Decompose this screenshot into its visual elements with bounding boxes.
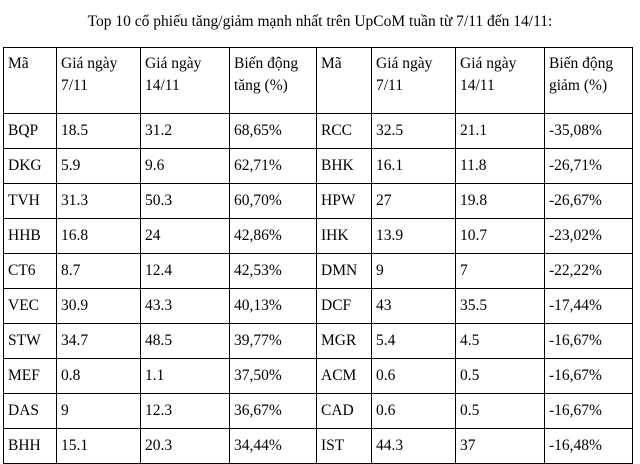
loss-price-end-cell: 7 xyxy=(456,254,545,289)
gain-code-cell: BQP xyxy=(4,114,57,149)
gain-change-cell: 39,77% xyxy=(230,324,317,359)
gain-price-end-cell: 31.2 xyxy=(141,114,230,149)
loss-price-end-cell: 11.8 xyxy=(456,149,545,184)
gain-code-cell: HHB xyxy=(4,219,57,254)
gain-price-end-cell: 48.5 xyxy=(141,324,230,359)
loss-price-end-cell: 21.1 xyxy=(456,114,545,149)
gain-change-cell: 42,86% xyxy=(230,219,317,254)
loss-change-cell: -16,67% xyxy=(545,359,633,394)
loss-code-cell: IHK xyxy=(317,219,372,254)
gain-price-start-cell: 18.5 xyxy=(57,114,141,149)
gain-change-cell: 68,65% xyxy=(230,114,317,149)
gain-change-cell: 36,67% xyxy=(230,394,317,429)
loss-code-cell: CAD xyxy=(317,394,372,429)
gain-price-start-cell: 31.3 xyxy=(57,184,141,219)
gain-price-end-cell: 1.1 xyxy=(141,359,230,394)
table-header-row xyxy=(4,48,633,114)
loss-price-start-cell: 43 xyxy=(372,289,456,324)
loss-price-start-cell: 16.1 xyxy=(372,149,456,184)
gain-price-end-cell: 9.6 xyxy=(141,149,230,184)
loss-change-cell: -26,71% xyxy=(545,149,633,184)
loss-price-start-cell: 9 xyxy=(372,254,456,289)
gain-code-cell: VEC xyxy=(4,289,57,324)
loss-change-cell: -35,08% xyxy=(545,114,633,149)
gain-change-cell: 40,13% xyxy=(230,289,317,324)
loss-code-cell: BHK xyxy=(317,149,372,184)
loss-change-cell: -23,02% xyxy=(545,219,633,254)
table-row xyxy=(4,219,633,254)
table-row xyxy=(4,254,633,289)
gain-price-start-cell: 15.1 xyxy=(57,429,141,464)
loss-price-end-cell: 0.5 xyxy=(456,359,545,394)
gain-change-cell: 42,53% xyxy=(230,254,317,289)
loss-code-cell: DMN xyxy=(317,254,372,289)
gain-price-start-cell: 34.7 xyxy=(57,324,141,359)
gain-code-cell: STW xyxy=(4,324,57,359)
loss-change-cell: -26,67% xyxy=(545,184,633,219)
loss-code-cell: RCC xyxy=(317,114,372,149)
gain-price-end-cell: 12.3 xyxy=(141,394,230,429)
table-row xyxy=(4,149,633,184)
gain-change-cell: 60,70% xyxy=(230,184,317,219)
table-row xyxy=(4,114,633,149)
table-row xyxy=(4,394,633,429)
header-gain-change: Biến động tăng (%) xyxy=(230,48,317,114)
gain-change-cell: 37,50% xyxy=(230,359,317,394)
gain-price-start-cell: 16.8 xyxy=(57,219,141,254)
loss-price-start-cell: 0.6 xyxy=(372,394,456,429)
gain-price-start-cell: 8.7 xyxy=(57,254,141,289)
header-loss-change: Biến động giảm (%) xyxy=(545,48,633,114)
gain-code-cell: TVH xyxy=(4,184,57,219)
table-row xyxy=(4,359,633,394)
gain-code-cell: MEF xyxy=(4,359,57,394)
loss-price-start-cell: 32.5 xyxy=(372,114,456,149)
header-gain-price-start: Giá ngày 7/11 xyxy=(57,48,141,114)
header-gain-price-end: Giá ngày 14/11 xyxy=(141,48,230,114)
table-row xyxy=(4,429,633,464)
gain-price-end-cell: 20.3 xyxy=(141,429,230,464)
loss-code-cell: MGR xyxy=(317,324,372,359)
stock-movers-table xyxy=(3,47,633,464)
loss-price-start-cell: 0.6 xyxy=(372,359,456,394)
header-loss-price-start: Giá ngày 7/11 xyxy=(372,48,456,114)
gain-price-end-cell: 50.3 xyxy=(141,184,230,219)
header-gain-code: Mã xyxy=(4,48,57,114)
loss-code-cell: HPW xyxy=(317,184,372,219)
gain-price-end-cell: 43.3 xyxy=(141,289,230,324)
loss-change-cell: -16,67% xyxy=(545,324,633,359)
gain-change-cell: 34,44% xyxy=(230,429,317,464)
gain-price-start-cell: 30.9 xyxy=(57,289,141,324)
loss-price-start-cell: 27 xyxy=(372,184,456,219)
loss-price-end-cell: 35.5 xyxy=(456,289,545,324)
loss-price-end-cell: 37 xyxy=(456,429,545,464)
gain-price-start-cell: 9 xyxy=(57,394,141,429)
loss-change-cell: -16,67% xyxy=(545,394,633,429)
table-row xyxy=(4,324,633,359)
loss-change-cell: -16,48% xyxy=(545,429,633,464)
loss-price-end-cell: 4.5 xyxy=(456,324,545,359)
header-loss-price-end: Giá ngày 14/11 xyxy=(456,48,545,114)
gain-code-cell: DAS xyxy=(4,394,57,429)
loss-price-start-cell: 5.4 xyxy=(372,324,456,359)
gain-price-start-cell: 5.9 xyxy=(57,149,141,184)
gain-code-cell: DKG xyxy=(4,149,57,184)
gain-code-cell: CT6 xyxy=(4,254,57,289)
loss-code-cell: ACM xyxy=(317,359,372,394)
loss-price-end-cell: 19.8 xyxy=(456,184,545,219)
gain-code-cell: BHH xyxy=(4,429,57,464)
header-loss-code: Mã xyxy=(317,48,372,114)
loss-price-start-cell: 13.9 xyxy=(372,219,456,254)
loss-price-start-cell: 44.3 xyxy=(372,429,456,464)
table-row xyxy=(4,184,633,219)
loss-code-cell: IST xyxy=(317,429,372,464)
loss-code-cell: DCF xyxy=(317,289,372,324)
gain-price-end-cell: 24 xyxy=(141,219,230,254)
table-row xyxy=(4,289,633,324)
gain-price-end-cell: 12.4 xyxy=(141,254,230,289)
loss-change-cell: -22,22% xyxy=(545,254,633,289)
loss-price-end-cell: 0.5 xyxy=(456,394,545,429)
gain-change-cell: 62,71% xyxy=(230,149,317,184)
loss-change-cell: -17,44% xyxy=(545,289,633,324)
table-caption: Top 10 cổ phiếu tăng/giảm mạnh nhất trên UpCoM tuần từ 7/11 đến 14/11: xyxy=(87,13,553,30)
gain-price-start-cell: 0.8 xyxy=(57,359,141,394)
loss-price-end-cell: 10.7 xyxy=(456,219,545,254)
